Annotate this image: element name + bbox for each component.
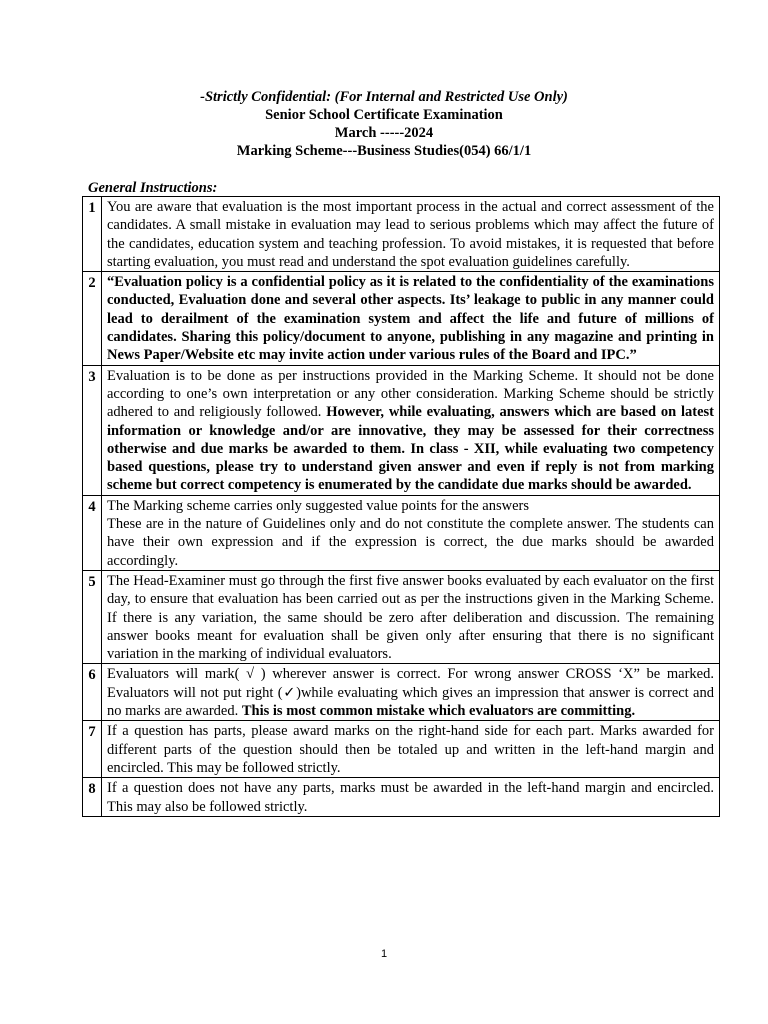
instruction-text [102, 778, 720, 817]
instruction-number [83, 197, 102, 272]
exam-title: Senior School Certificate Examination [265, 107, 503, 123]
instruction-number [83, 778, 102, 817]
instruction-number [83, 570, 102, 663]
instruction-text-segment: However, while evaluating, answers which are based on latest information or knowledge and/or are innovative, they may be assessed for their correctness otherwise and due marks be awarded to them. In class - XII, while evaluating two competency based questions, please try to understand given answer and even if reply is not from marking scheme but correct competency is enumerated by the candidate due marks should be awarded. [107, 404, 715, 494]
instruction-number-text: 8 [88, 781, 96, 798]
instruction-number-text: 2 [88, 275, 96, 292]
instruction-number [83, 664, 102, 721]
instruction-text-segment: “Evaluation policy is a confidential policy as it is related to the confidentiality of the examinations conducted, Evaluation done and several other aspects. Its’ leakage to public in any manner could lead to derailment of the examination system and affect the life and future of millions of candidates. Sharing this policy/document to anyone, publishing in any magazine and printing in News Paper/Website etc may invite action under various rules of the Board and IPC.” [107, 274, 714, 364]
instruction-text-segment: You are aware that evaluation is the most important process in the actual and correct assessment of the candidates. A small mistake in evaluation may lead to serious problems which may affect the future of the candidates, education system and teaching profession. To avoid mistakes, it is requested that before starting evaluation, you must read and understand the spot evaluation guidelines carefully. [107, 199, 714, 270]
instruction-number [83, 272, 102, 365]
instruction-number [83, 495, 102, 570]
general-instructions-label: General Instructions: [88, 180, 218, 196]
instruction-text-segment: If a question has parts, please award marks on the right-hand side for each part. Marks awarded for different parts of the question should then be totaled up and written in the left-hand margin and encircled. This may be followed strictly. [107, 723, 714, 776]
instruction-row [83, 197, 720, 272]
instruction-text-segment: Evaluation is to be done as per instructions provided in the Marking Scheme. It should not be done according to one’s own interpretation or any other consideration. Marking Scheme should be strictly adhered to and religiously followed. [107, 367, 714, 421]
instruction-text-segment: The Marking scheme carries only suggested value points for the answers These are in the nature of Guidelines only and do not constitute the complete answer. The students can have their own expression and if the expression is correct, the due marks should be awarded accordingly. [107, 497, 714, 569]
instruction-text [102, 570, 720, 663]
instruction-text [102, 197, 720, 272]
instruction-number-text: 1 [88, 200, 96, 216]
instruction-number [83, 365, 102, 495]
instruction-number-text: 6 [88, 667, 96, 684]
instruction-row [83, 570, 720, 663]
document-header [0, 88, 768, 160]
instruction-text-segment: This is most common mistake which evaluators are committing. [241, 703, 636, 720]
instruction-text [102, 495, 720, 570]
page-number: 1 [380, 948, 388, 960]
instruction-row [83, 495, 720, 570]
instruction-row [83, 778, 720, 817]
instruction-row [83, 365, 720, 495]
exam-session: March -----2024 [334, 125, 434, 141]
instruction-number [83, 721, 102, 778]
instruction-row [83, 664, 720, 721]
confidential-notice: -Strictly Confidential: (For Internal and Restricted Use Only) [200, 89, 568, 105]
instruction-text [102, 721, 720, 778]
instructions-table-body [83, 197, 720, 817]
marking-scheme-title: Marking Scheme---Business Studies(054) 66/1/1 [236, 143, 532, 159]
instruction-number-text: 3 [88, 368, 96, 385]
instruction-number-text: 4 [88, 498, 96, 515]
instruction-number-text: 5 [88, 573, 96, 590]
instruction-row [83, 721, 720, 778]
instruction-text [102, 272, 720, 365]
instruction-text-segment: Evaluators will mark( √ ) wherever answer is correct. For wrong answer CROSS ‘X” be marked. Evaluators will not put right (✓)while evaluating which gives an impression that answer is correct and no marks are awarded. [107, 666, 714, 720]
instruction-text [102, 365, 720, 495]
instruction-text-segment: If a question does not have any parts, marks must be awarded in the left-hand margin and encircled. This may also be followed strictly. [107, 780, 714, 815]
instruction-text-segment: The Head-Examiner must go through the first five answer books evaluated by each evaluator on the first day, to ensure that evaluation has been carried out as per the instructions given in the Marking Scheme. If there is any variation, the same should be zero after deliberation and discussion. The remaining answer books meant for evaluation shall be given only after ensuring that there is no significant variation in the marking of individual evaluators. [107, 572, 714, 663]
instruction-row [83, 272, 720, 365]
instruction-number-text: 7 [88, 724, 96, 741]
instructions-table [82, 196, 720, 817]
instruction-text [102, 664, 720, 721]
